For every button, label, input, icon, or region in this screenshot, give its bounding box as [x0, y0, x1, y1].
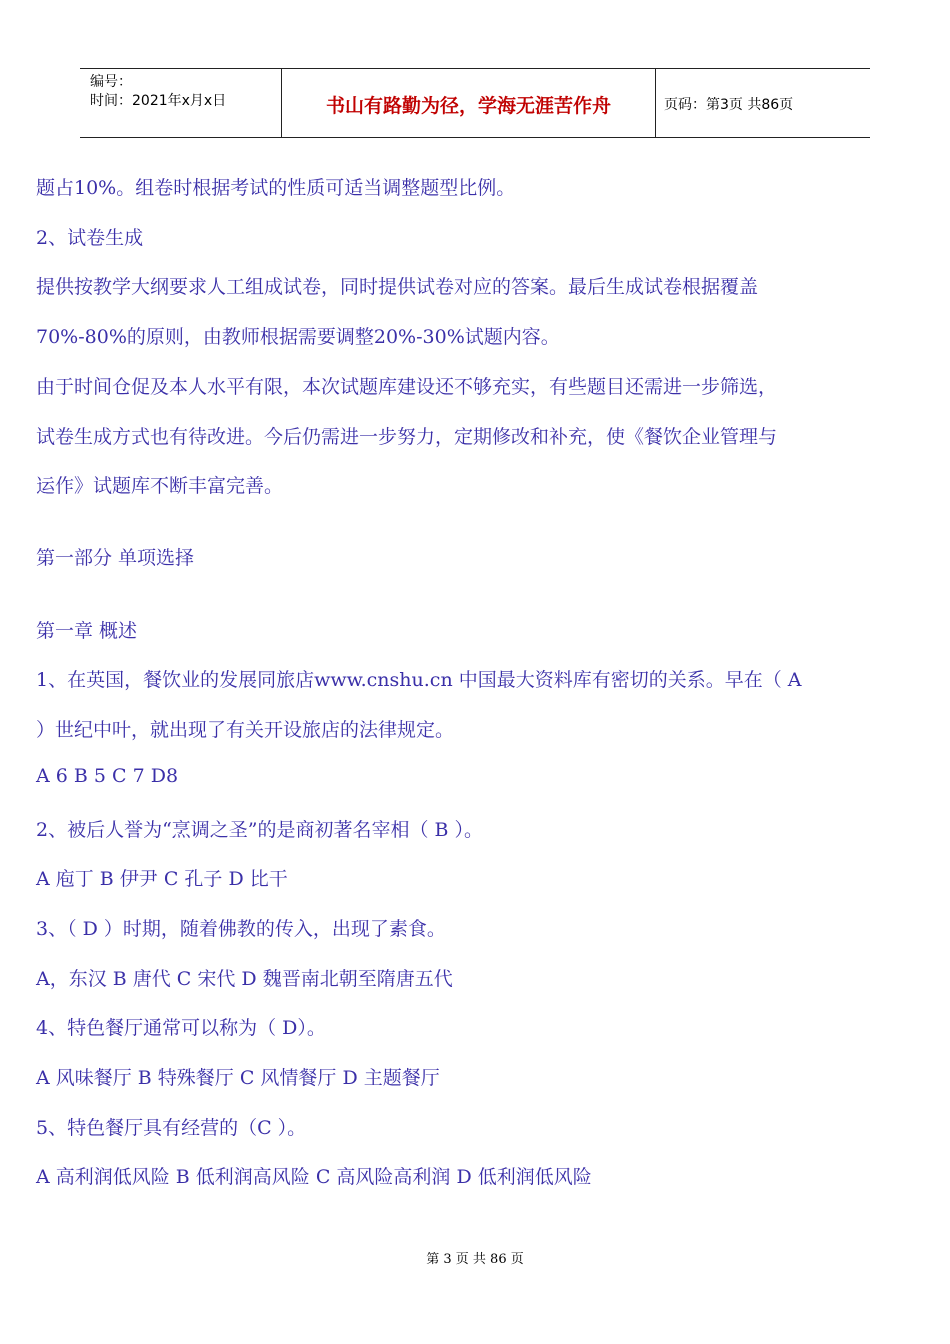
- header-info-cell: [80, 69, 282, 137]
- text-line: 题占10%。组卷时根据考试的性质可适当调整题型比例。: [36, 177, 516, 199]
- text-line: 运作》试题库不断丰富完善。: [36, 475, 284, 497]
- text-line: 试卷生成方式也有待改进。今后仍需进一步努力，定期修改和补充，使《餐饮企业管理与: [36, 426, 778, 448]
- question-text: 3、（ D ）时期，随着佛教的传入，出现了素食。: [36, 918, 446, 940]
- header-page-cell: [656, 69, 870, 137]
- question-text: 2、被后人誉为“烹调之圣”的是商初著名宰相（ B ）。: [36, 819, 484, 841]
- question-text: 4、特色餐厅通常可以称为（ D）。: [36, 1017, 326, 1039]
- answer-options: A，东汉 B 唐代 C 宋代 D 魏晋南北朝至隋唐五代: [36, 968, 453, 990]
- answer-options: A 高利润低风险 B 低利润高风险 C 高风险高利润 D 低利润低风险: [36, 1166, 592, 1188]
- date-label: 时间：2021年x月x日: [90, 93, 227, 109]
- part-heading: 第一部分 单项选择: [36, 547, 195, 569]
- section-heading: 2、试卷生成: [36, 227, 144, 249]
- chapter-heading: 第一章 概述: [36, 620, 138, 642]
- header-motto-cell: [282, 69, 656, 137]
- answer-options: A 风味餐厅 B 特殊餐厅 C 风情餐厅 D 主题餐厅: [36, 1067, 440, 1089]
- text-line: 提供按教学大纲要求人工组成试卷，同时提供试卷对应的答案。最后生成试卷根据覆盖: [36, 276, 759, 298]
- text-line: 70%-80%的原则，由教师根据需要调整20%-30%试题内容。: [36, 326, 560, 348]
- question-text: 1、在英国，餐饮业的发展同旅店www.cnshu.cn 中国最大资料库有密切的关系。早在（ A: [36, 669, 802, 691]
- number-label: 编号：: [90, 74, 132, 90]
- answer-options: A 庖丁 B 伊尹 C 孔子 D 比干: [36, 868, 288, 890]
- page-label: 页码：第3页 共86页: [664, 97, 794, 113]
- question-text: ）世纪中叶，就出现了有关开设旅店的法律规定。: [36, 719, 455, 741]
- document-header: [80, 68, 870, 138]
- answer-options: A 6 B 5 C 7 D8: [36, 765, 179, 787]
- question-text: 5、特色餐厅具有经营的（C ）。: [36, 1117, 307, 1139]
- text-line: 由于时间仓促及本人水平有限，本次试题库建设还不够充实，有些题目还需进一步筛选，: [36, 376, 778, 398]
- page-footer: 第 3 页 共 86 页: [426, 1252, 524, 1267]
- motto-text: 书山有路勤为径，学海无涯苦作舟: [325, 95, 611, 117]
